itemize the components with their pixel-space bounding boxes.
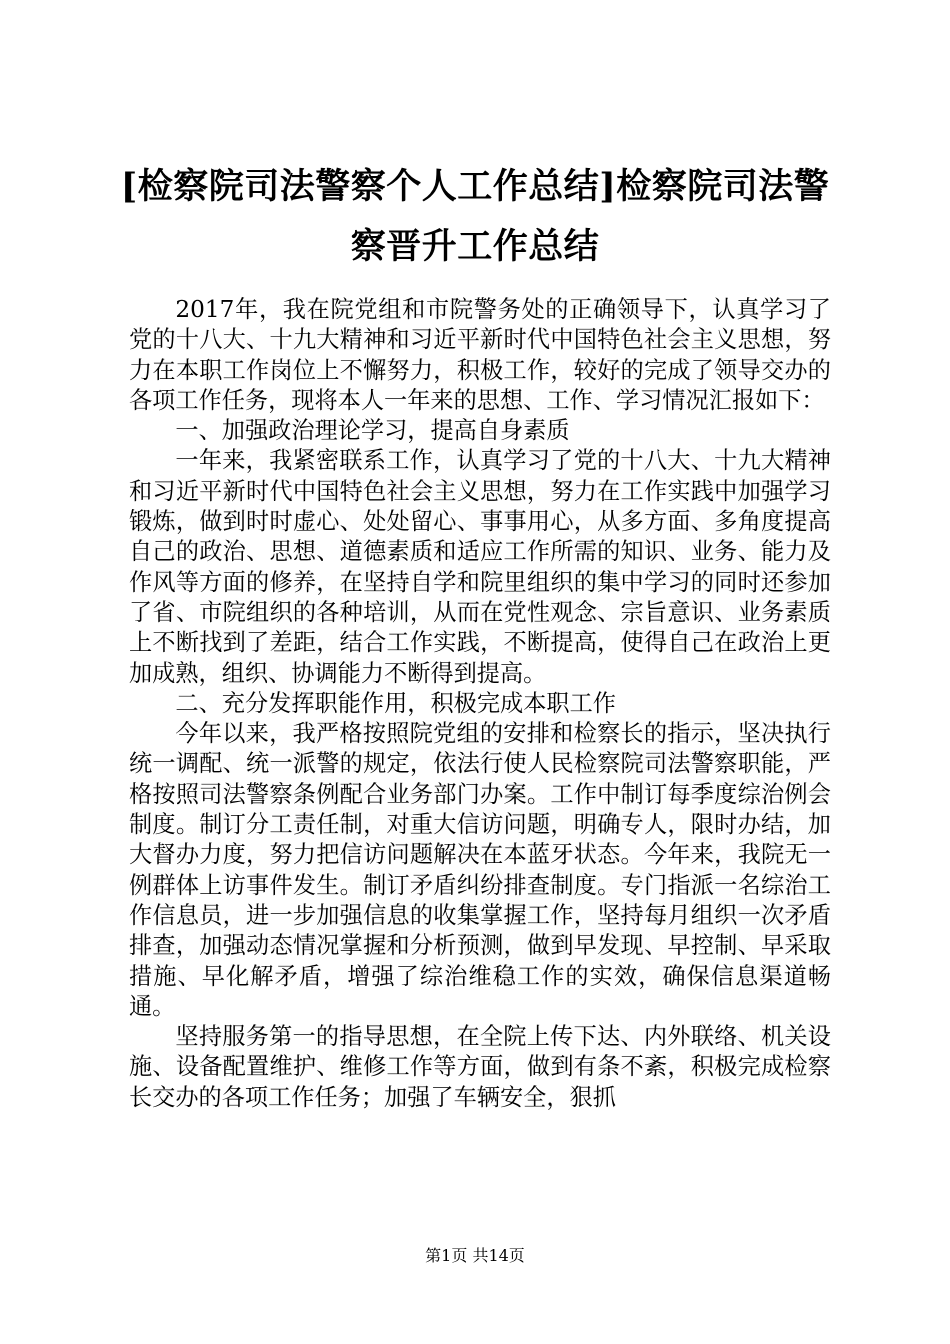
document-body xyxy=(129,295,831,1113)
intro-paragraph: 2017年，我在院党组和市院警务处的正确领导下，认真学习了党的十八大、十九大精神和习近平新时代中国特色社会主义思想，努力在本职工作岗位上不懈努力，积极工作，较好的完成了领导交办的各项工作任务，现将本人一年来的思想、工作、学习情况汇报如下： xyxy=(129,296,831,414)
document-title xyxy=(100,157,850,277)
body-paragraph: 今年以来，我严格按照院党组的安排和检察长的指示，坚决执行统一调配、统一派警的规定，依法行使人民检察院司法警察职能，严格按照司法警察条例配合业务部门办案。工作中制订每季度综治例会制度。制订分工责任制，对重大信访问题，明确专人，限时办结，加大督办力度，努力把信访问题解决在本蓝牙状态。今年来，我院无一例群体上访事件发生。制订矛盾纠纷排查制度。专门指派一名综治工作信息员，进一步加强信息的收集掌握工作，坚持每月组织一次矛盾排查，加强动态情况掌握和分析预测，做到早发现、早控制、早采取措施、早化解矛盾，增强了综治维稳工作的实效，确保信息渠道畅通。 xyxy=(129,720,831,1020)
body-paragraph: 一年来，我紧密联系工作，认真学习了党的十八大、十九大精神和习近平新时代中国特色社会主义思想，努力在工作实践中加强学习锻炼，做到时时虚心、处处留心、事事用心，从多方面、多角度提高自己的政治、思想、道德素质和适应工作所需的知识、业务、能力及作风等方面的修养，在坚持自学和院里组织的集中学习的同时还参加了省、市院组织的各种培训，从而在党性观念、宗旨意识、业务素质上不断找到了差距，结合工作实践，不断提高，使得自己在政治上更加成熟，组织、协调能力不断得到提高。 xyxy=(129,447,831,687)
page-footer: 第1页 共14页 xyxy=(425,1246,525,1265)
body-paragraph: 坚持服务第一的指导思想，在全院上传下达、内外联络、机关设施、设备配置维护、维修工作等方面，做到有条不紊，积极完成检察长交办的各项工作任务；加强了车辆安全，狠抓 xyxy=(129,1023,831,1111)
title-line-1: [检察院司法警察个人工作总结]检察院司法警 xyxy=(120,166,830,207)
title-line-2: 察晋升工作总结 xyxy=(350,226,600,267)
section-heading-1: 一、加强政治理论学习，提高自身素质 xyxy=(175,417,570,445)
section-heading-2: 二、充分发挥职能作用，积极完成本职工作 xyxy=(175,689,616,717)
